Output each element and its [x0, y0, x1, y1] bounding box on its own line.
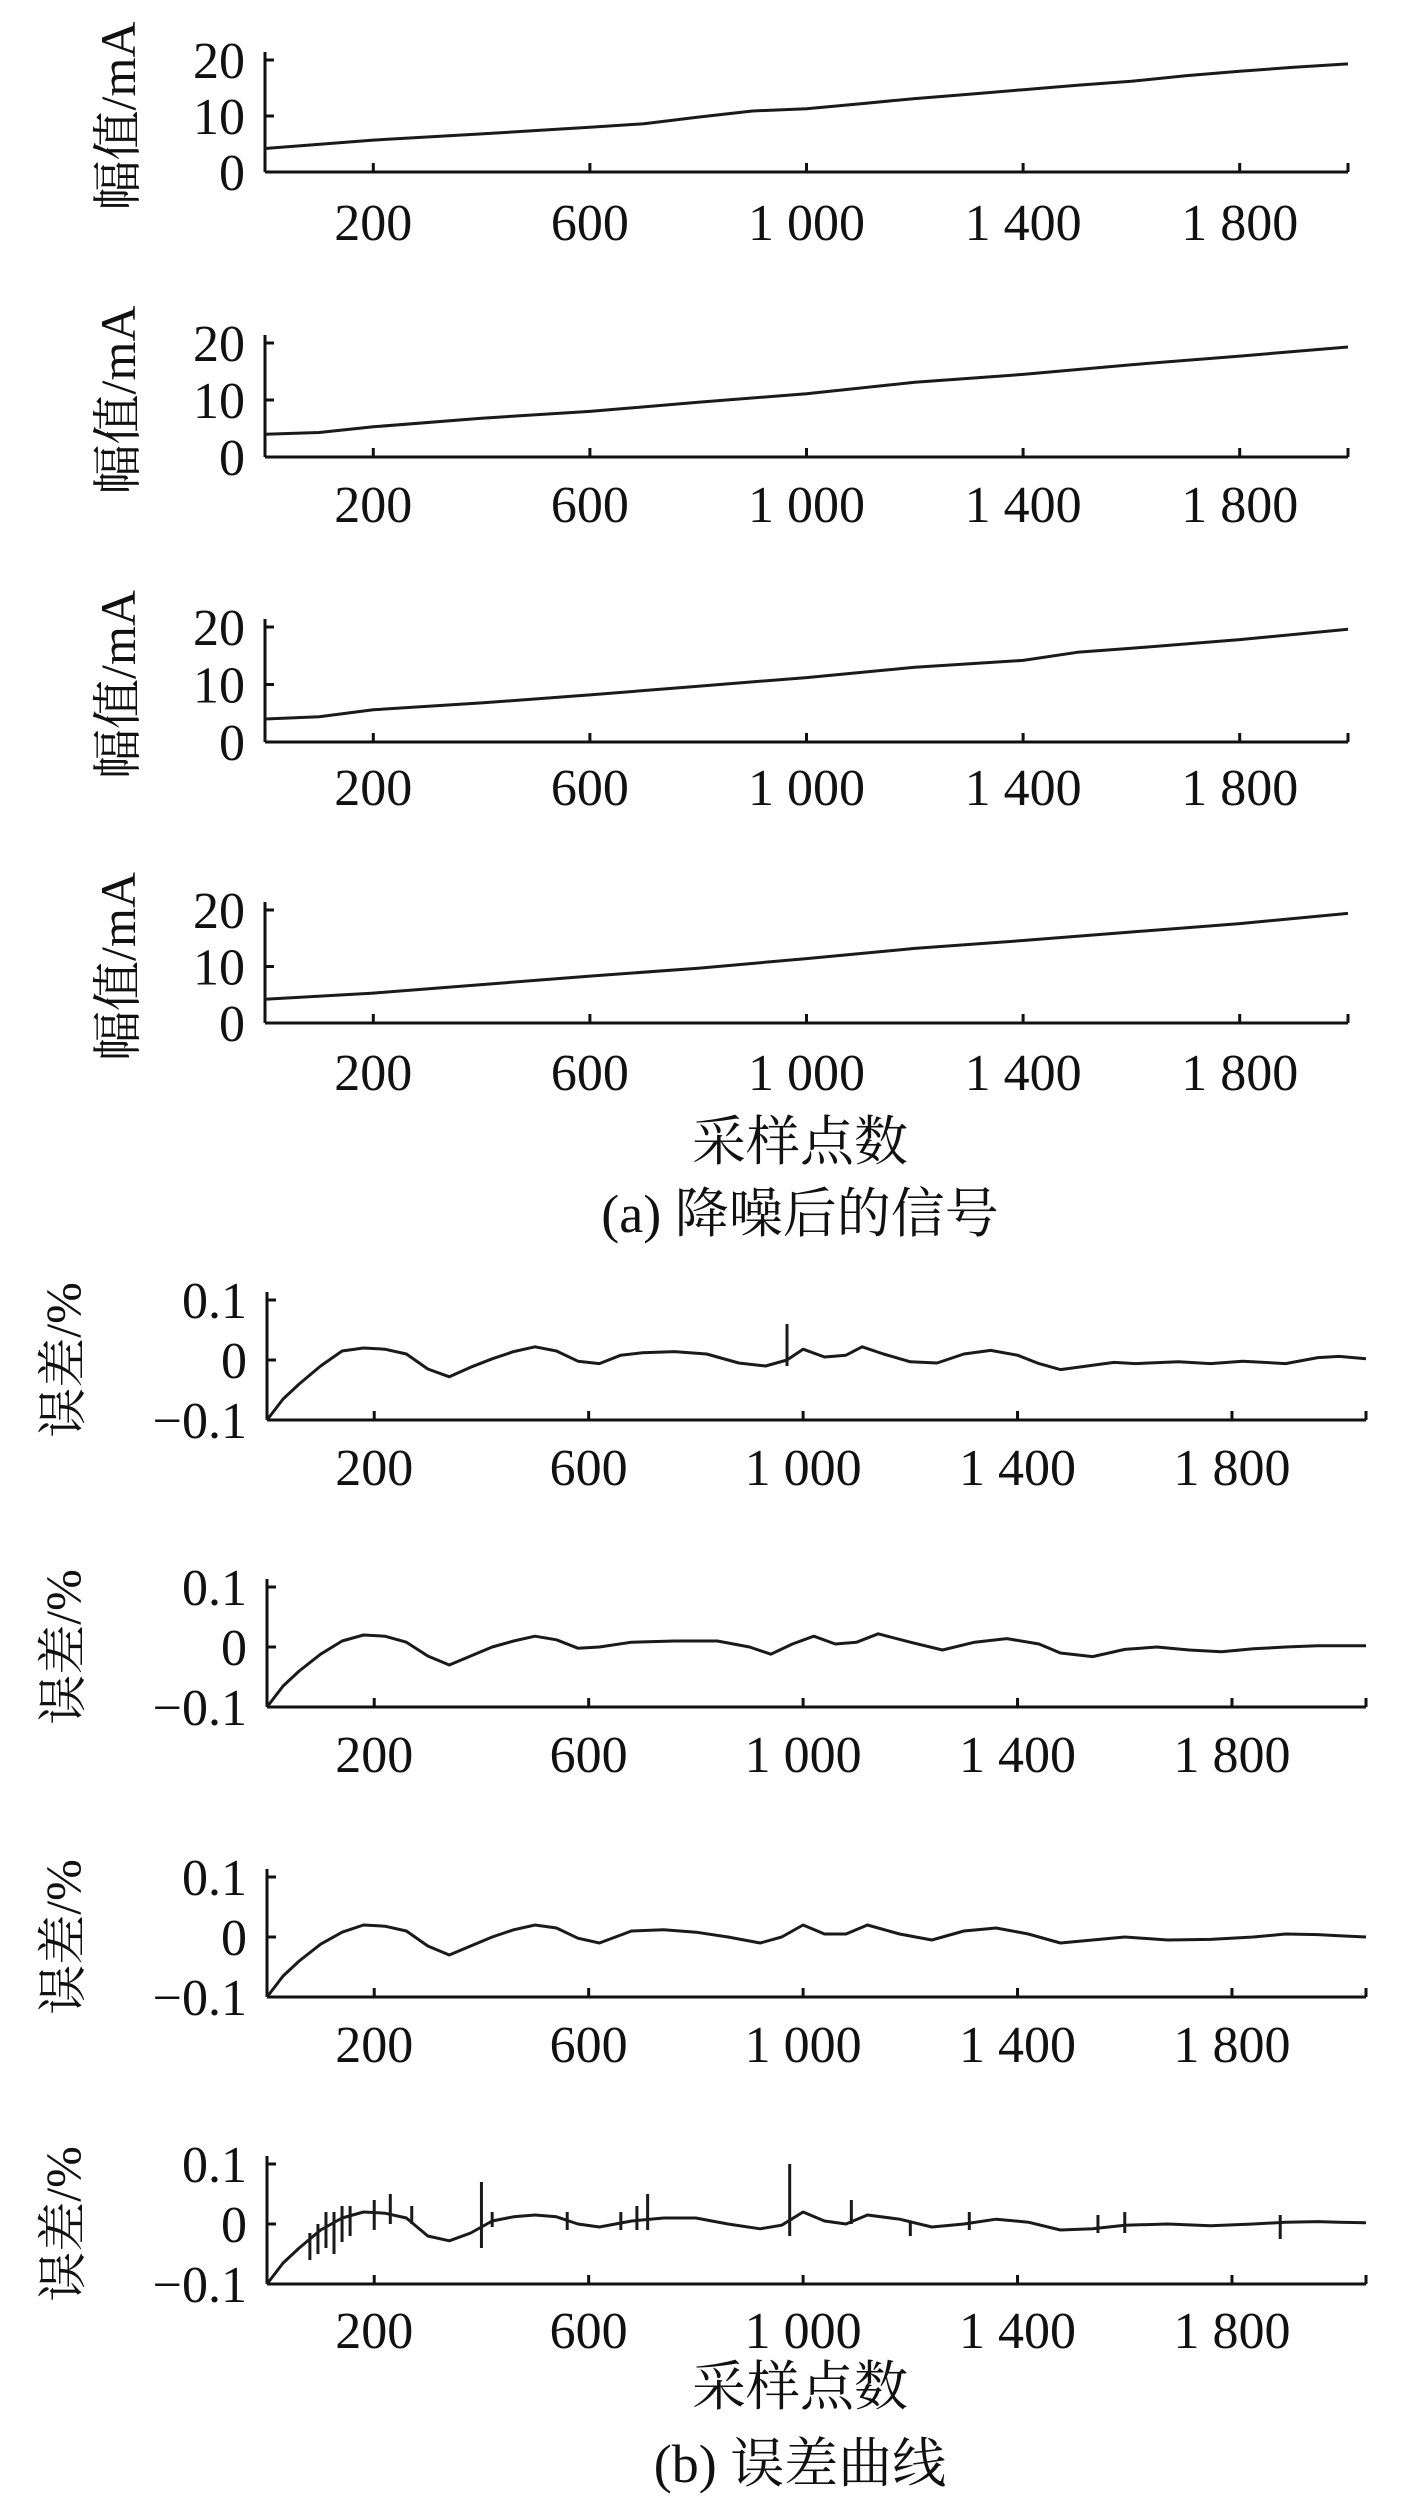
- x-tick-label: 1 400: [959, 2303, 1077, 2360]
- x-tick-label: 600: [549, 2017, 628, 2074]
- x-tick-label: 600: [550, 1045, 629, 1102]
- x-tick-label: 600: [550, 760, 629, 817]
- x-tick-label: 1 800: [1173, 2017, 1291, 2074]
- y-tick-label: 0.1: [182, 1273, 247, 1330]
- x-tick-label: 1 000: [748, 477, 865, 534]
- x-tick-label: 200: [334, 1045, 413, 1102]
- y-axis-label: 幅值/mA: [90, 305, 146, 495]
- x-tick-label: 1 000: [744, 1440, 862, 1497]
- panel-a-4: [90, 872, 1348, 1102]
- y-tick-label: 0: [219, 430, 245, 487]
- y-tick-label: 10: [193, 657, 245, 715]
- y-tick-label: 0: [221, 1910, 247, 1967]
- x-tick-label: 1 000: [744, 1727, 862, 1784]
- x-tick-label: 1 800: [1181, 195, 1299, 252]
- series-line: [267, 1347, 1366, 1420]
- x-tick-label: 1 400: [964, 195, 1082, 252]
- x-tick-label: 600: [550, 477, 629, 534]
- caption-b: (b) 误差曲线: [653, 2434, 947, 2494]
- y-axis-label: 幅值/mA: [90, 21, 146, 211]
- y-tick-label: 10: [193, 373, 245, 430]
- x-axis-label-b: 采样点数: [692, 2357, 908, 2417]
- x-tick-label: 600: [550, 195, 629, 252]
- y-tick-label: −0.1: [152, 2257, 247, 2314]
- series-line: [265, 64, 1348, 149]
- y-tick-label: 0: [219, 715, 245, 772]
- x-tick-label: 600: [549, 1727, 628, 1784]
- caption-a: (a) 降噪后的信号: [601, 1184, 999, 1244]
- y-tick-label: 0.1: [182, 1560, 247, 1617]
- x-tick-label: 200: [334, 195, 413, 252]
- y-axis-label: 误差/%: [35, 1859, 91, 2015]
- y-tick-label: −0.1: [152, 1393, 247, 1450]
- x-tick-label: 200: [334, 760, 413, 817]
- x-tick-label: 1 400: [964, 760, 1082, 817]
- panel-b-3: [35, 1850, 1366, 2074]
- y-tick-label: 20: [193, 883, 245, 940]
- x-tick-label: 1 400: [959, 1440, 1077, 1497]
- y-tick-label: −0.1: [152, 1680, 247, 1737]
- x-tick-label: 1 000: [748, 195, 865, 252]
- y-tick-label: 20: [193, 316, 245, 373]
- x-tick-label: 1 000: [744, 2017, 862, 2074]
- y-tick-label: 0.1: [182, 1850, 247, 1907]
- x-tick-label: 1 800: [1181, 477, 1299, 534]
- panel-a-3: [90, 590, 1348, 817]
- x-tick-label: 1 800: [1181, 1045, 1299, 1102]
- series-line: [267, 2212, 1366, 2284]
- x-tick-label: 200: [335, 1727, 414, 1784]
- y-tick-label: 10: [193, 939, 245, 997]
- x-tick-label: 1 800: [1173, 1727, 1291, 1784]
- panel-a-2: [90, 306, 1348, 534]
- series-line: [265, 347, 1348, 434]
- y-tick-label: 0: [219, 996, 245, 1053]
- panel-a-1: [90, 22, 1348, 252]
- y-axis-label: 误差/%: [35, 1569, 91, 1725]
- y-tick-label: 0: [219, 145, 245, 202]
- panel-b-4: [35, 2137, 1366, 2360]
- x-tick-label: 1 400: [964, 1045, 1082, 1102]
- x-tick-label: 1 400: [964, 477, 1082, 534]
- y-tick-label: −0.1: [152, 1970, 247, 2027]
- series-line: [265, 629, 1348, 719]
- x-tick-label: 200: [335, 2303, 414, 2360]
- x-tick-label: 1 800: [1173, 1440, 1291, 1497]
- y-tick-label: 0.1: [182, 2137, 247, 2194]
- x-tick-label: 1 000: [748, 760, 865, 817]
- x-axis-label-a: 采样点数: [692, 1112, 908, 1172]
- x-tick-label: 600: [549, 2303, 628, 2360]
- y-tick-label: 0: [221, 2197, 247, 2254]
- x-tick-label: 1 400: [959, 1727, 1077, 1784]
- x-tick-label: 1 000: [748, 1045, 865, 1102]
- y-axis-label: 幅值/mA: [90, 872, 146, 1061]
- y-tick-label: 10: [193, 89, 245, 146]
- y-tick-label: 20: [193, 33, 245, 90]
- x-tick-label: 200: [334, 477, 413, 534]
- y-axis-label: 误差/%: [35, 2146, 91, 2302]
- series-line: [265, 913, 1348, 999]
- panel-b-1: [35, 1273, 1366, 1497]
- y-tick-label: 0: [221, 1333, 247, 1390]
- x-tick-label: 1 400: [959, 2017, 1077, 2074]
- series-line: [267, 1925, 1366, 1997]
- x-tick-label: 1 800: [1181, 760, 1299, 817]
- x-tick-label: 600: [549, 1440, 628, 1497]
- x-tick-label: 200: [335, 2017, 414, 2074]
- y-axis-label: 幅值/mA: [90, 590, 146, 779]
- x-tick-label: 1 000: [744, 2303, 862, 2360]
- panel-b-2: [35, 1560, 1366, 1784]
- x-tick-label: 200: [335, 1440, 414, 1497]
- x-tick-label: 1 800: [1173, 2303, 1291, 2360]
- y-tick-label: 20: [193, 600, 245, 657]
- y-axis-label: 误差/%: [35, 1282, 91, 1438]
- series-line: [267, 1634, 1366, 1707]
- y-tick-label: 0: [221, 1620, 247, 1677]
